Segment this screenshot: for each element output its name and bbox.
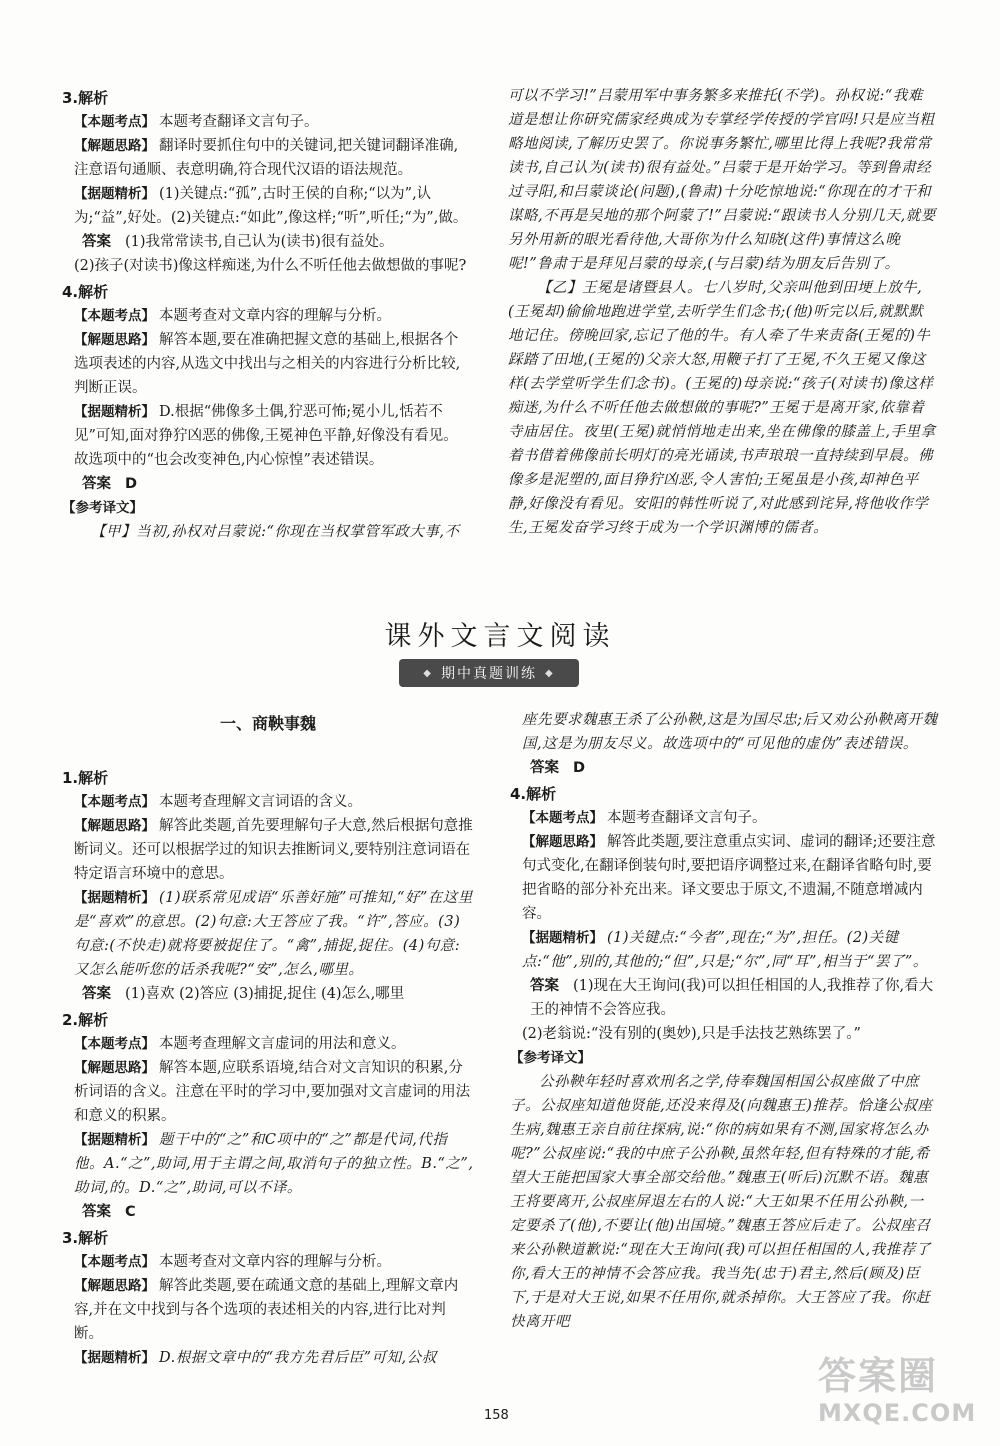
tag-idea: 【解题思路】 [74,1060,155,1076]
q3-idea-text: 翻译时要抓住句中的关键词,把关键词翻译准确,注意语句通顺、表意明确,符合现代汉语的语法规范。 [74,138,459,178]
question-2-heading: 2.解析 [62,1011,109,1029]
q3b-detail [62,1346,474,1370]
diamond-icon: ◆ [545,667,555,679]
article-subtitle: 一、商鞅事魏 [219,714,316,733]
q4-point [62,304,470,328]
q2-detail [62,1128,474,1200]
q4b-detail [510,926,938,974]
q4-idea-text: 解答本题,要在准确把握文意的基础上,根据各个选项表述的内容,从选文中找出与之相关的内容进行分析比较,判断正误。 [74,332,461,396]
q1-idea [62,814,474,886]
watermark-line-2: MXQE.COM [818,1399,977,1427]
tag-idea: 【解题思路】 [74,1278,155,1294]
q1-point [62,790,474,814]
q4b-idea-text: 解答此类题,要注意重点实词、虚词的翻译;还要注意句式变化,在翻译倒装句时,要把语序调整过来,在翻译省略句时,要把省略的部分补充出来。译文要忠于原文,不遗漏,不随意增减内容。 [522,834,936,922]
answer-label: 答案 [530,978,559,994]
q4b-point-text: 本题考查翻译文言句子。 [607,810,767,826]
tag-point: 【本题考点】 [74,1254,155,1270]
q2-answer [62,1200,474,1224]
tag-detail: 【据题精析】 [74,1350,155,1366]
q4-idea [62,328,470,400]
page-number: 158 [484,1408,509,1423]
q2-idea-text: 解答本题,应联系语境,结合对文言知识的积累,分析词语的含义。注意在平时的学习中,要加强对文言虚词的用法和意义的积累。 [74,1060,471,1124]
tag-detail: 【据题精析】 [74,186,155,202]
q3b-point-text: 本题考查对文章内容的理解与分析。 [159,1254,391,1270]
q4b-point [510,806,938,830]
q4-answer [62,472,470,496]
q4b-answer-1: (1)现在大王询问(我)可以担任相国的人,我推荐了你,看大王的神情不会答应我。 [530,978,934,1018]
q3b-detail-text: D.根据文章中的“我方先君后臣”可知,公叔 [159,1350,437,1366]
q1-point-text: 本题考查理解文言词语的含义。 [159,794,362,810]
diamond-icon: ◆ [423,667,433,679]
q1-detail [62,886,474,982]
q3b-answer [510,756,938,780]
reference-translation-start: 【甲】当初,孙权对吕蒙说:“你现在当权掌管军政大事,不 [91,524,460,540]
reference-translation-2: 公孙鞅年轻时喜欢刑名之学,侍奉魏国相国公叔座做了中庶子。公叔座知道他贤能,还没来得及(向魏惠王)推荐。恰逢公叔座生病,魏惠王亲自前往探病,说:“你的病如果有不测,国家将怎么办呢?”公叔座说:“我的中庶子公孙鞅,虽然年轻,但有特殊的才能,希望大王能把国家大事全部交给他。”魏惠王(听后)沉默不语。魏惠王将要离开,公叔座屏退左右的人说:“大王如果不任用公孙鞅,一定要杀了(他),不要让(他)出国境。”魏惠王答应后走了。公叔座召来公孙鞅道歉说:“现在大王询问(我)可以担任相国的人,我推荐了你,看大王的神情不会答应我。我当先(忠于)君主,然后(顾及)臣下,于是对大王说,如果不任用你,就杀掉你。大王答应了我。你赶快离开吧 [510,1074,933,1330]
q3-detail-text: (1)关键点:“孤”,古时王侯的自称;“以为”,认为;“益”,好处。(2)关键点:“如此”,像这样;“听”,听任;“为”,做。 [74,186,468,226]
tag-idea: 【解题思路】 [522,834,603,850]
reference-translation-heading-2: 【参考译文】 [510,1050,591,1066]
tag-point: 【本题考点】 [74,794,155,810]
answer-label: 答案 [530,760,559,776]
watermark-logo [818,1354,988,1438]
banner-label: 期中真题训练 [441,666,537,682]
tag-detail: 【据题精析】 [74,404,155,420]
q4b-answer-2: (2)老翁说:“没有别的(奥妙),只是手法技艺熟练罢了。” [522,1026,861,1042]
translation-para-jia: 可以不学习!”吕蒙用军中事务繁多来推托(不学)。孙权说:“我难道是想让你研究儒家经典成为专掌经学传授的学官吗!只是应当粗略地阅读,了解历史罢了。你说事务繁忙,哪里比得上我呢?我常常读书,自己认为(读书)很有益处。”吕蒙于是开始学习。等到鲁肃经过寻阳,和吕蒙谈论(问题),(鲁肃)十分吃惊地说:“你现在的才干和谋略,不再是吴地的那个阿蒙了!”吕蒙说:“跟读书人分别几天,就要另外用新的眼光看待他,大哥你为什么知晓(这件)事情这么晚呢!”鲁肃于是拜见吕蒙的母亲,(与吕蒙)结为朋友后告别了。 [508,88,936,272]
q3-answer [62,230,470,254]
q4b-answer [510,974,938,1022]
tag-point: 【本题考点】 [74,1036,155,1052]
q1-detail-text: (1)联系常见成语“乐善好施”可推知,“好”在这里是“喜欢”的意思。(2)句意:大王答应了我。“许”,答应。(3)句意:(不快走)就将要被捉住了。“禽”,捕捉,捉住。(4)句意:又怎么能听您的话杀我呢?“安”,怎么,哪里。 [74,890,473,978]
q4-point-text: 本题考查对文章内容的理解与分析。 [159,308,391,324]
tag-detail: 【据题精析】 [74,1132,155,1148]
q3-answer-1: (1)我常常读书,自己认为(读书)很有益处。 [125,234,394,250]
tag-idea: 【解题思路】 [74,332,155,348]
q3b-idea-text: 解答此类题,要在疏通文意的基础上,理解文章内容,并在文中找到与各个选项的表述相关的内容,进行比对判断。 [74,1278,459,1342]
tag-point: 【本题考点】 [74,308,155,324]
q3-point-text: 本题考查翻译文言句子。 [159,114,319,130]
question-4-heading: 4.解析 [62,283,109,301]
q3b-idea [62,1274,474,1346]
q4-answer-value: D [125,476,138,492]
q2-idea [62,1056,474,1128]
translation-para-yi: 【乙】王冕是诸暨县人。七八岁时,父亲叫他到田埂上放牛,(王冕却)偷偷地跑进学堂,去听学生们念书;(他)听完以后,就默默地记住。傍晚回家,忘记了他的牛。有人牵了牛来责备(王冕的)牛踩踏了田地,(王冕的)父亲大怒,用鞭子打了王冕,不久王冕又像这样(去学堂听学生们念书)。(王冕的)母亲说:“孩子(对读书)像这样痴迷,为什么不听任他去做想做的事呢?”王冕于是离开家,依靠着寺庙居住。夜里(王冕)就悄悄地走出来,坐在佛像的膝盖上,手里拿着书借着佛像前长明灯的亮光诵读,书声琅琅一直持续到早晨。佛像多是泥塑的,面目狰狞凶恶,令人害怕;王冕虽是小孩,却神色平静,好像没有看见。安阳的韩性听说了,对此感到诧异,将他收作学生,王冕发奋学习终于成为一个学识渊博的儒者。 [508,280,936,536]
q1-idea-text: 解答此类题,首先要理解句子大意,然后根据句意推断词义。还可以根据学过的知识去推断词义,要特别注意词语在特定语言环境中的意思。 [74,818,473,882]
tag-point: 【本题考点】 [522,810,603,826]
reference-translation-heading: 【参考译文】 [62,500,143,516]
q4-detail-text: D.根据“佛像多土偶,狞恶可怖;冕小儿,恬若不见”可知,面对狰狞凶恶的佛像,王冕神色平静,好像没有看见。故选项中的“也会改变神色,内心惊惶”表述错误。 [74,404,458,468]
q3-idea [62,134,470,182]
bottom-left-column [62,708,474,1370]
q3-detail [62,182,470,230]
q3b-detail-continued: 座先要求魏惠王杀了公孙鞅,这是为国尽忠;后又劝公孙鞅离开魏国,这是为朋友尽义。故选项中的“可见他的虚伪”表述错误。 [522,712,938,752]
q1-answer-value: (1)喜欢 (2)答应 (3)捕捉,捉住 (4)怎么,哪里 [125,986,405,1002]
answer-label: 答案 [82,986,111,1002]
tag-point: 【本题考点】 [74,114,155,130]
q2-detail-text: 题干中的“之”和C项中的“之”都是代词,代指他。A.“之”,助词,用于主谓之间,取消句子的独立性。B.“之”,助词,的。D.“之”,助词,可以不译。 [74,1132,474,1196]
answer-label: 答案 [82,476,111,492]
question-3-heading: 3.解析 [62,89,109,107]
tag-idea: 【解题思路】 [74,138,155,154]
q4b-detail-text: (1)关键点:“今者”,现在;“为”,担任。(2)关键点:“他”,别的,其他的;“但”,只是;“尔”,同“耳”,相当于“罢了”。 [522,930,928,970]
section-banner [399,659,579,687]
answer-label: 答案 [82,234,111,250]
q1-answer [62,982,474,1006]
watermark-line-1: 答案圈 [818,1354,939,1398]
top-left-column [62,84,470,544]
tag-idea: 【解题思路】 [74,818,155,834]
question-1-heading: 1.解析 [62,769,109,787]
q3-point [62,110,470,134]
section-title: 课外文言文阅读 [384,621,616,652]
question-3b-heading: 3.解析 [62,1229,109,1247]
q3b-answer-value: D [573,760,586,776]
q2-point [62,1032,474,1056]
tag-detail: 【据题精析】 [522,930,603,946]
bottom-right-column [510,708,938,1334]
top-right-column [508,84,936,540]
answer-label: 答案 [82,1204,111,1220]
tag-detail: 【据题精析】 [74,890,155,906]
q4b-idea [510,830,938,926]
q3-answer-2: (2)孩子(对读书)像这样痴迷,为什么不听任他去做想做的事呢? [74,258,467,274]
q4-detail [62,400,470,472]
q2-point-text: 本题考查理解文言虚词的用法和意义。 [159,1036,406,1052]
q2-answer-value: C [125,1204,136,1220]
q3b-point [62,1250,474,1274]
question-4b-heading: 4.解析 [510,785,557,803]
